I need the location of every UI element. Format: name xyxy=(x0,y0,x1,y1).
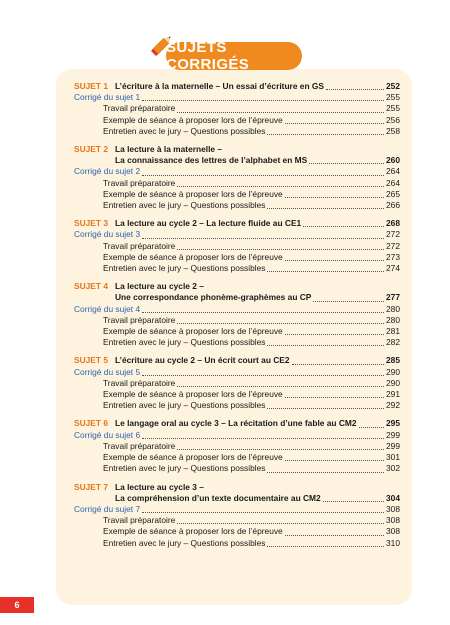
toc-item-page: 264 xyxy=(386,177,400,188)
toc-item[interactable] xyxy=(74,326,400,337)
subject-title-row xyxy=(115,81,400,92)
leader-dots xyxy=(323,501,384,502)
subject-title: La compréhension d’un texte documentaire au CM2 xyxy=(115,492,321,503)
toc-item-label: Exemple de séance à proposer lors de l’épreuve xyxy=(103,452,283,463)
leader-dots xyxy=(142,175,384,176)
toc-item-label: Entretien avec le jury – Questions possibles xyxy=(103,125,266,136)
corrige-link-label: Corrigé du sujet 4 xyxy=(74,303,141,314)
page-number: 6 xyxy=(0,597,34,613)
subject-number: SUJET 3 xyxy=(74,218,108,229)
subject-block xyxy=(74,218,400,274)
leader-dots xyxy=(267,345,384,346)
toc-item-page: 274 xyxy=(386,263,400,274)
toc-item-page: 291 xyxy=(386,389,400,400)
toc-item-page: 281 xyxy=(386,326,400,337)
subject-title: Une correspondance phonème-graphèmes au CP xyxy=(115,292,312,303)
corrige-link-page: 290 xyxy=(386,366,400,377)
subject-heading[interactable] xyxy=(74,144,400,166)
toc-item-page: 302 xyxy=(386,463,400,474)
pencil-icon xyxy=(147,30,177,60)
leader-dots xyxy=(309,163,384,164)
corrige-link[interactable] xyxy=(74,304,400,315)
leader-dots xyxy=(142,312,384,313)
leader-dots xyxy=(267,546,384,547)
toc-item-label: Travail préparatoire xyxy=(103,440,176,451)
toc-item-label: Travail préparatoire xyxy=(103,515,176,526)
subject-heading[interactable] xyxy=(74,218,400,229)
toc-item[interactable] xyxy=(74,538,400,549)
toc-item-label: Entretien avec le jury – Questions possibles xyxy=(103,463,266,474)
toc-item[interactable] xyxy=(74,389,400,400)
subject-number: SUJET 1 xyxy=(74,81,108,91)
leader-dots xyxy=(177,523,384,524)
leader-dots xyxy=(326,89,384,90)
subject-block xyxy=(74,418,400,474)
toc-item-label: Travail préparatoire xyxy=(103,240,176,251)
subject-title: La lecture à la maternelle – xyxy=(115,144,223,155)
toc-item-page: 280 xyxy=(386,314,400,325)
leader-dots xyxy=(142,512,384,513)
toc-item-page: 310 xyxy=(386,537,400,548)
subject-title: La lecture au cycle 2 – La lecture fluide au CE1 xyxy=(115,218,302,229)
toc-item[interactable] xyxy=(74,115,400,126)
toc-item-label: Exemple de séance à proposer lors de l’épreuve xyxy=(103,326,283,337)
toc-item[interactable] xyxy=(74,378,400,389)
toc-item-label: Entretien avec le jury – Questions possibles xyxy=(103,200,266,211)
toc-item-page: 301 xyxy=(386,452,400,463)
toc-item[interactable] xyxy=(74,515,400,526)
toc-item[interactable] xyxy=(74,126,400,137)
leader-dots xyxy=(267,134,384,135)
leader-dots xyxy=(142,238,384,239)
toc-item-label: Exemple de séance à proposer lors de l’épreuve xyxy=(103,389,283,400)
toc-item-page: 308 xyxy=(386,515,400,526)
toc-item-label: Entretien avec le jury – Questions possibles xyxy=(103,400,266,411)
toc-item-page: 308 xyxy=(386,526,400,537)
leader-dots xyxy=(142,438,384,439)
subject-titles xyxy=(115,281,400,303)
toc-item-page: 290 xyxy=(386,377,400,388)
subject-block xyxy=(74,482,400,549)
toc-item-label: Exemple de séance à proposer lors de l’épreuve xyxy=(103,188,283,199)
toc-item[interactable] xyxy=(74,263,400,274)
leader-dots xyxy=(267,208,384,209)
toc-item[interactable] xyxy=(74,452,400,463)
subject-block xyxy=(74,144,400,211)
subject-heading[interactable] xyxy=(74,81,400,92)
subject-title: La lecture au cycle 3 – xyxy=(115,481,204,492)
toc-item-label: Exemple de séance à proposer lors de l’épreuve xyxy=(103,251,283,262)
corrige-link[interactable] xyxy=(74,92,400,103)
toc-item[interactable] xyxy=(74,400,400,411)
leader-dots xyxy=(303,226,384,227)
corrige-link[interactable] xyxy=(74,430,400,441)
subject-titles xyxy=(115,355,400,366)
corrige-link-page: 264 xyxy=(386,166,400,177)
corrige-link-label: Corrigé du sujet 6 xyxy=(74,429,141,440)
corrige-link[interactable] xyxy=(74,367,400,378)
leader-dots xyxy=(267,472,384,473)
subject-block xyxy=(74,355,400,411)
subject-block xyxy=(74,281,400,348)
toc-item-page: 292 xyxy=(386,400,400,411)
toc-item-page: 256 xyxy=(386,114,400,125)
subject-heading[interactable] xyxy=(74,482,400,504)
toc-item[interactable] xyxy=(74,463,400,474)
leader-dots xyxy=(177,323,384,324)
toc-item-page: 255 xyxy=(386,103,400,114)
toc-item-page: 266 xyxy=(386,200,400,211)
corrige-link-label: Corrigé du sujet 7 xyxy=(74,503,141,514)
toc-item-page: 299 xyxy=(386,440,400,451)
corrige-link[interactable] xyxy=(74,166,400,177)
toc-item-page: 282 xyxy=(386,337,400,348)
toc-item-page: 258 xyxy=(386,125,400,136)
subject-titles xyxy=(115,418,400,429)
leader-dots xyxy=(177,249,384,250)
subject-title-row xyxy=(115,218,400,229)
subject-heading[interactable] xyxy=(74,355,400,366)
corrige-link-label: Corrigé du sujet 1 xyxy=(74,92,141,103)
corrige-link-page: 255 xyxy=(386,92,400,103)
toc-item[interactable] xyxy=(74,337,400,348)
subject-title-row xyxy=(115,292,400,303)
subject-page: 304 xyxy=(386,492,400,503)
toc-item[interactable] xyxy=(74,189,400,200)
toc-item[interactable] xyxy=(74,441,400,452)
corrige-link-page: 280 xyxy=(386,303,400,314)
corrige-link-page: 299 xyxy=(386,429,400,440)
subject-title: La connaissance des lettres de l’alphabet en MS xyxy=(115,155,308,166)
subject-titles xyxy=(115,482,400,504)
leader-dots xyxy=(285,260,384,261)
corrige-link-page: 308 xyxy=(386,503,400,514)
leader-dots xyxy=(285,334,384,335)
toc-item[interactable] xyxy=(74,200,400,211)
leader-dots xyxy=(285,397,384,398)
toc-item[interactable] xyxy=(74,526,400,537)
subject-title: L’écriture à la maternelle – Un essai d’écriture en GS xyxy=(115,81,325,91)
toc-item-label: Travail préparatoire xyxy=(103,177,176,188)
toc-item-label: Exemple de séance à proposer lors de l’épreuve xyxy=(103,114,283,125)
leader-dots xyxy=(285,197,384,198)
subject-number: SUJET 2 xyxy=(74,144,108,155)
toc-item-label: Exemple de séance à proposer lors de l’épreuve xyxy=(103,526,283,537)
corrige-link-label: Corrigé du sujet 5 xyxy=(74,366,141,377)
corrige-link-label: Corrigé du sujet 3 xyxy=(74,229,141,240)
leader-dots xyxy=(177,386,384,387)
subject-titles xyxy=(115,81,400,92)
subject-page: 260 xyxy=(386,155,400,166)
leader-dots xyxy=(177,186,384,187)
subject-title-row xyxy=(115,355,400,366)
subject-page: 295 xyxy=(386,418,400,429)
toc-item-label: Entretien avec le jury – Questions possibles xyxy=(103,337,266,348)
corrige-link[interactable] xyxy=(74,229,400,240)
toc-item[interactable] xyxy=(74,178,400,189)
toc-item-page: 273 xyxy=(386,251,400,262)
subject-title-row xyxy=(115,155,400,166)
toc-item-label: Entretien avec le jury – Questions possibles xyxy=(103,263,266,274)
leader-dots xyxy=(285,460,384,461)
leader-dots xyxy=(177,112,384,113)
subject-titles xyxy=(115,218,400,229)
toc-item-label: Travail préparatoire xyxy=(103,314,176,325)
subject-number: SUJET 5 xyxy=(74,355,108,366)
subject-heading[interactable] xyxy=(74,418,400,429)
subject-heading[interactable] xyxy=(74,281,400,303)
subject-number: SUJET 7 xyxy=(74,481,108,492)
leader-dots xyxy=(359,427,384,428)
subject-titles xyxy=(115,144,400,166)
subject-page: 268 xyxy=(386,218,400,229)
section-title: SUJETS CORRIGÉS xyxy=(166,39,250,73)
toc-item-label: Travail préparatoire xyxy=(103,377,176,388)
subject-title-row xyxy=(115,493,400,504)
leader-dots xyxy=(142,375,384,376)
subject-page: 285 xyxy=(386,355,400,366)
subject-title: La lecture au cycle 2 – xyxy=(115,281,204,292)
leader-dots xyxy=(285,535,384,536)
subject-page: 277 xyxy=(386,292,400,303)
subject-page: 252 xyxy=(386,81,400,91)
toc-item[interactable] xyxy=(74,241,400,252)
corrige-link[interactable] xyxy=(74,504,400,515)
subject-block xyxy=(74,81,400,137)
leader-dots xyxy=(313,301,384,302)
leader-dots xyxy=(267,271,384,272)
toc-item[interactable] xyxy=(74,252,400,263)
section-header xyxy=(166,39,302,73)
leader-dots xyxy=(177,449,384,450)
subject-title-row xyxy=(115,418,400,429)
leader-dots xyxy=(267,408,384,409)
leader-dots xyxy=(285,123,384,124)
toc-item-page: 265 xyxy=(386,188,400,199)
toc-item[interactable] xyxy=(74,103,400,114)
leader-dots xyxy=(142,100,384,101)
toc-item-page: 272 xyxy=(386,240,400,251)
corrige-link-page: 272 xyxy=(386,229,400,240)
toc-item-label: Entretien avec le jury – Questions possibles xyxy=(103,537,266,548)
toc-item-label: Travail préparatoire xyxy=(103,103,176,114)
subject-number: SUJET 6 xyxy=(74,418,108,429)
subject-title: L’écriture au cycle 2 – Un écrit court au CE2 xyxy=(115,355,290,366)
leader-dots xyxy=(292,364,384,365)
corrige-link-label: Corrigé du sujet 2 xyxy=(74,166,141,177)
subject-number: SUJET 4 xyxy=(74,281,108,292)
table-of-contents xyxy=(74,81,400,549)
subject-title: Le langage oral au cycle 3 – La récitation d’une fable au CM2 xyxy=(115,418,357,429)
toc-item[interactable] xyxy=(74,315,400,326)
